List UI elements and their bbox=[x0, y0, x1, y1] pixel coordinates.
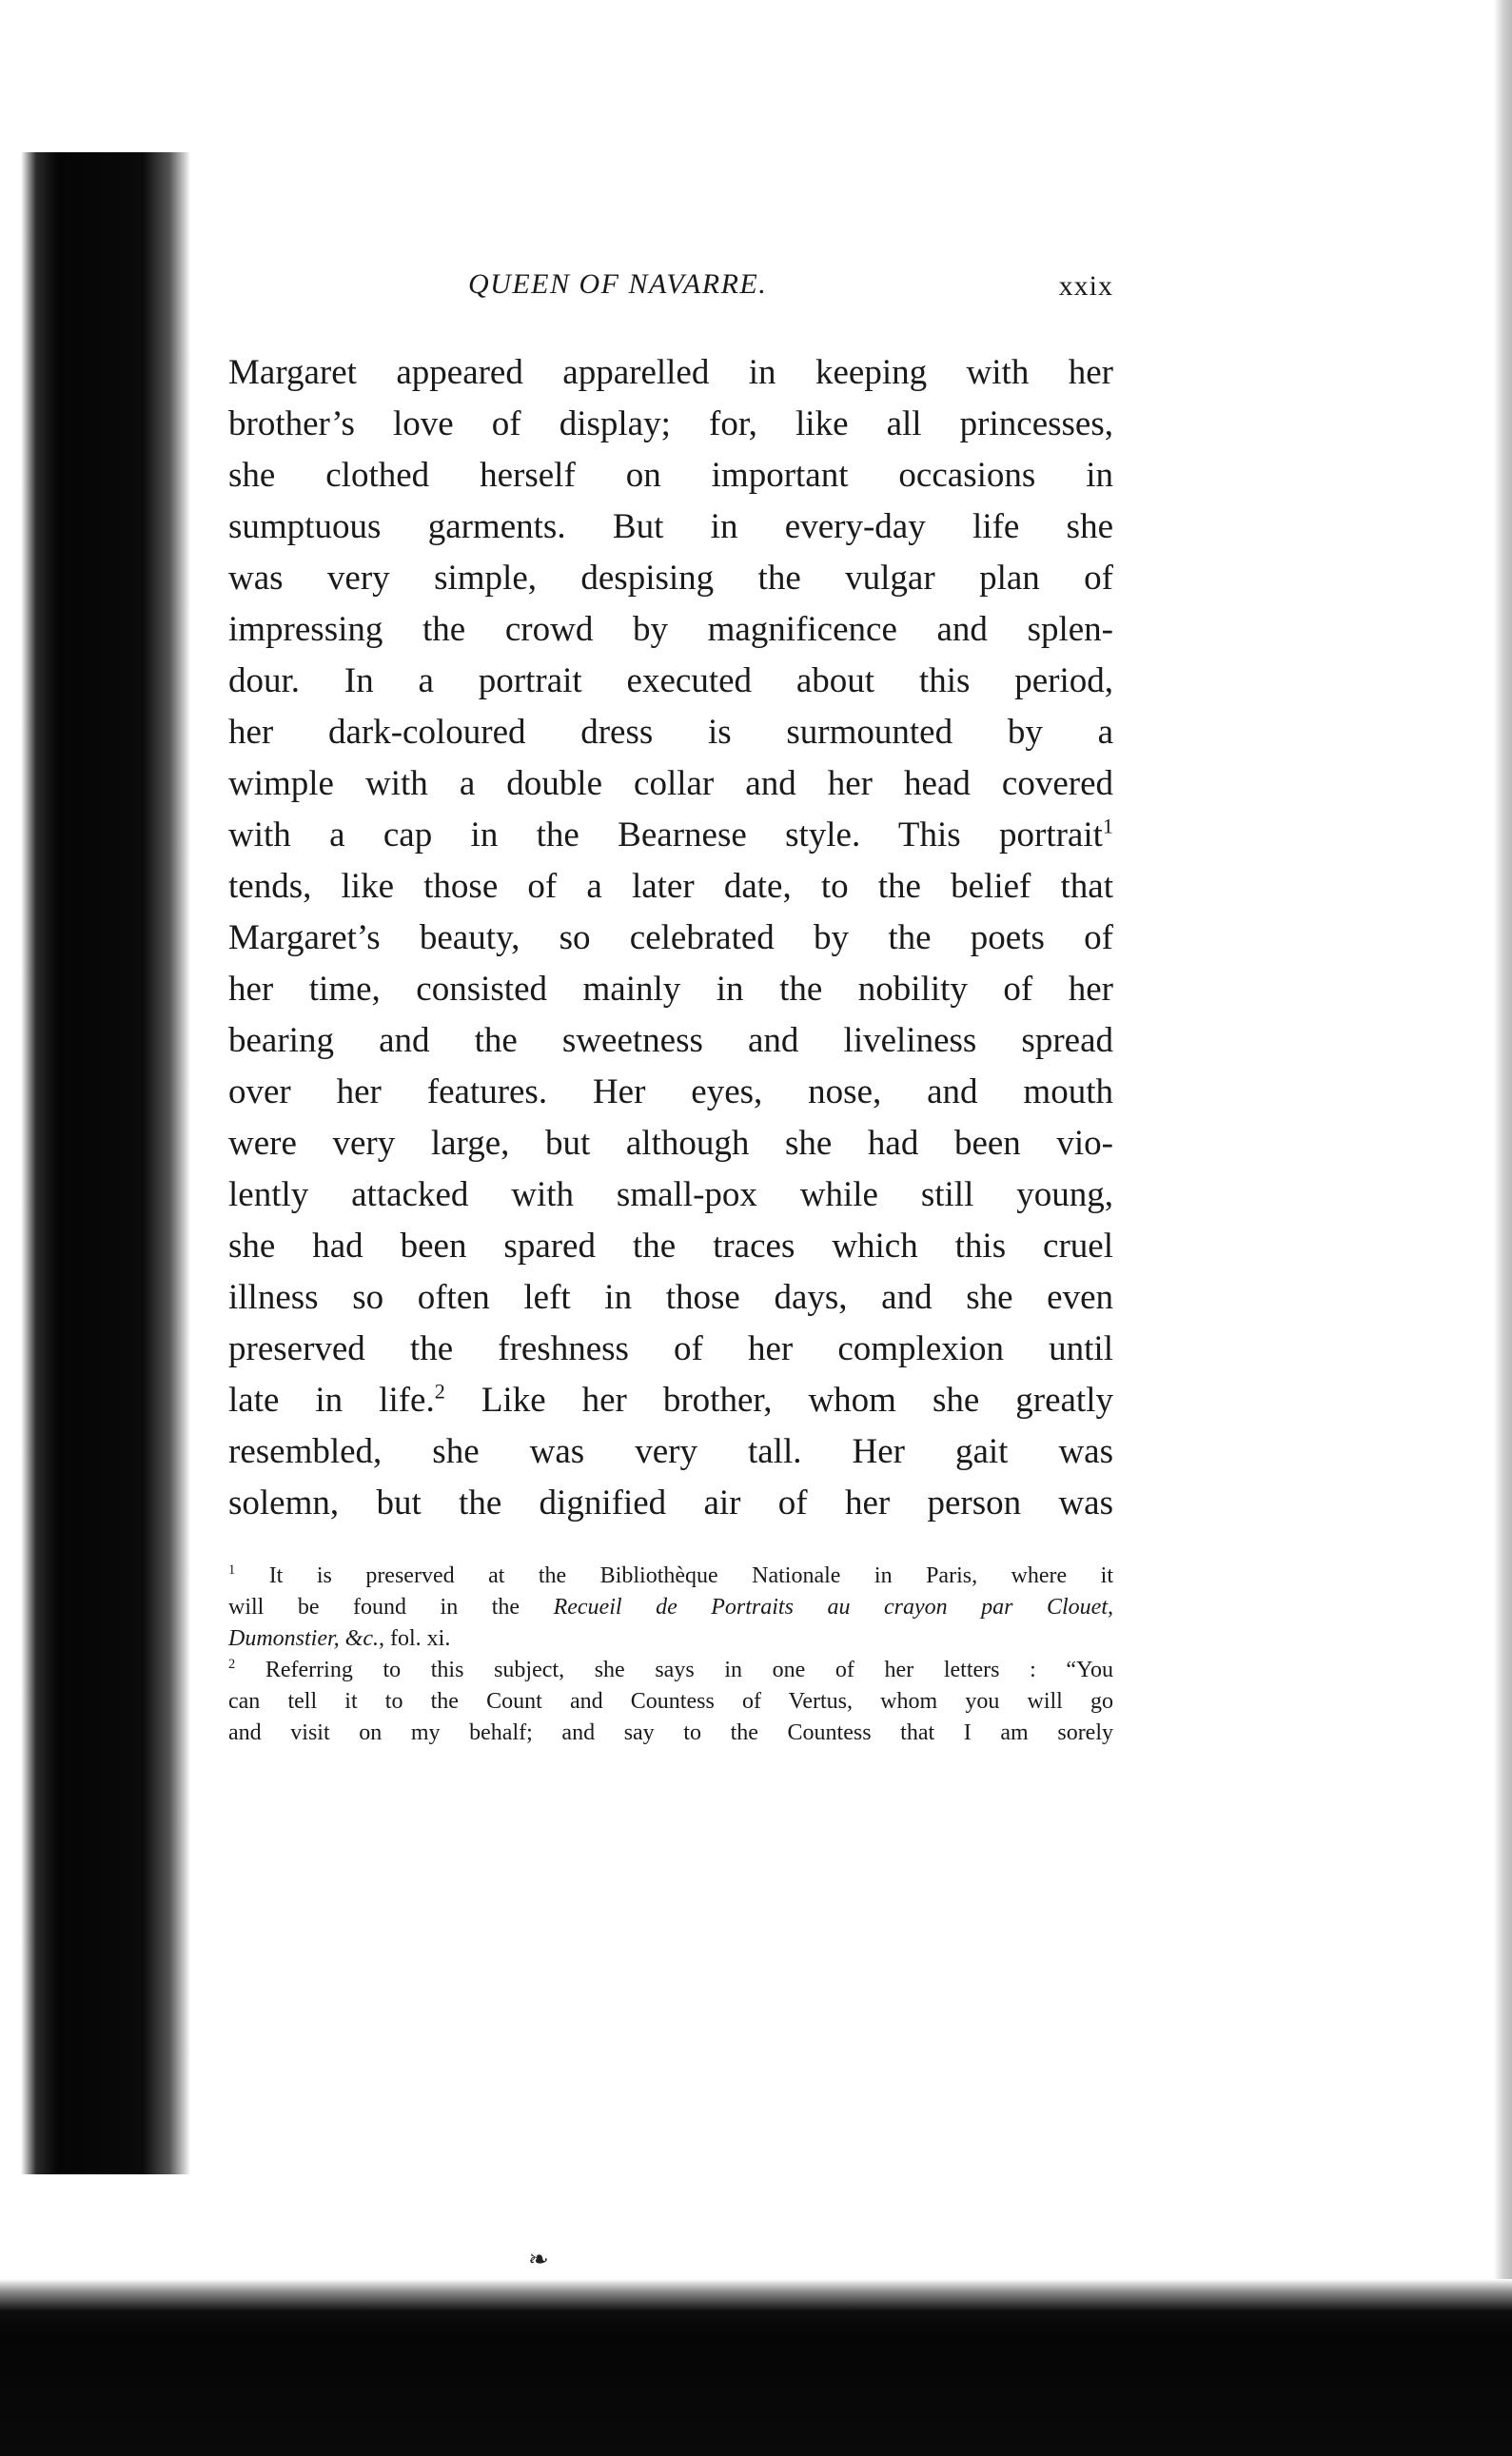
footnote-2-line: and visit on my behalf; and say to the Countess that I am sorely bbox=[228, 1720, 1113, 1745]
footnote-reference-1: 1 bbox=[1102, 814, 1113, 838]
scan-edge-right-shadow bbox=[1484, 0, 1512, 2456]
footnote-1-line bbox=[228, 1592, 1113, 1623]
text-line: brother’s love of display; for, like all princesses, bbox=[228, 404, 1113, 443]
footnote-1-line bbox=[228, 1623, 1113, 1655]
footnote-text: Referring to this subject, she says in one of her letters : “You bbox=[265, 1658, 1114, 1682]
footnote-marker-1: 1 bbox=[228, 1562, 236, 1578]
text-line: dour. In a portrait executed about this period, bbox=[228, 661, 1113, 700]
text-line: were very large, but although she had been vio- bbox=[228, 1124, 1113, 1163]
footnote-reference-2: 2 bbox=[434, 1379, 445, 1404]
footnote-1-line bbox=[228, 1561, 1113, 1592]
text-line: bearing and the sweetness and liveliness spread bbox=[228, 1021, 1113, 1060]
footnote-text: will be found in the bbox=[228, 1595, 554, 1620]
text-line: solemn, but the dignified air of her person was bbox=[228, 1483, 1113, 1523]
text-line: Margaret’s beauty, so celebrated by the poets of bbox=[228, 918, 1113, 957]
text-line: sumptuous garments. But in every-day life she bbox=[228, 507, 1113, 546]
footnote-book-title: Recueil de Portraits au crayon par Clouet, bbox=[553, 1595, 1113, 1620]
text-line: preserved the freshness of her complexion until bbox=[228, 1329, 1113, 1368]
text-line: lently attacked with small-pox while still young, bbox=[228, 1175, 1113, 1214]
footnote-book-title: Dumonstier, &c. bbox=[228, 1626, 379, 1651]
running-title: QUEEN OF NAVARRE. bbox=[468, 268, 768, 300]
footnote-2-line: can tell it to the Count and Countess of Vertus, whom you will go bbox=[228, 1689, 1113, 1714]
text-line: her time, consisted mainly in the nobility of her bbox=[228, 970, 1113, 1009]
footnote-marker-2: 2 bbox=[228, 1657, 236, 1672]
text-line: she clothed herself on important occasions in bbox=[228, 456, 1113, 495]
body-text bbox=[228, 347, 1113, 1529]
text-line: over her features. Her eyes, nose, and mouth bbox=[228, 1072, 1113, 1111]
scan-edge-bottom-shadow bbox=[0, 2279, 1512, 2456]
text-line: illness so often left in those days, and she even bbox=[228, 1278, 1113, 1317]
text-line: was very simple, despising the vulgar plan of bbox=[228, 559, 1113, 598]
text-line: resembled, she was very tall. Her gait was bbox=[228, 1432, 1113, 1471]
text-line: tends, like those of a later date, to the belief that bbox=[228, 867, 1113, 906]
text-line: her dark-coloured dress is surmounted by a bbox=[228, 713, 1113, 752]
text-line-with-note bbox=[228, 1375, 1113, 1426]
text-line: she had been spared the traces which this cruel bbox=[228, 1227, 1113, 1266]
page-number: xxix bbox=[1058, 270, 1113, 302]
text-fragment: late in life. bbox=[228, 1381, 435, 1420]
footnote-text: , fol. xi. bbox=[379, 1626, 451, 1651]
text-fragment: Like her brother, whom she greatly bbox=[444, 1381, 1113, 1420]
text-line: impressing the crowd by magnificence and splen- bbox=[228, 610, 1113, 649]
running-head bbox=[228, 268, 1113, 316]
text-line: Margaret appeared apparelled in keeping with her bbox=[228, 353, 1113, 392]
text-fragment: with a cap in the Bearnese style. This portrait bbox=[228, 815, 1103, 855]
scan-edge-left-shadow bbox=[0, 152, 190, 2174]
footnote-text: It is preserved at the Bibliothèque Nationale in Paris, where it bbox=[268, 1563, 1114, 1588]
footnotes bbox=[228, 1561, 1113, 1749]
text-line: wimple with a double collar and her head covered bbox=[228, 764, 1113, 803]
footnote-2-line bbox=[228, 1655, 1113, 1686]
printer-ornament-icon: ❧ bbox=[528, 2246, 549, 2273]
text-line-with-note bbox=[228, 810, 1113, 861]
